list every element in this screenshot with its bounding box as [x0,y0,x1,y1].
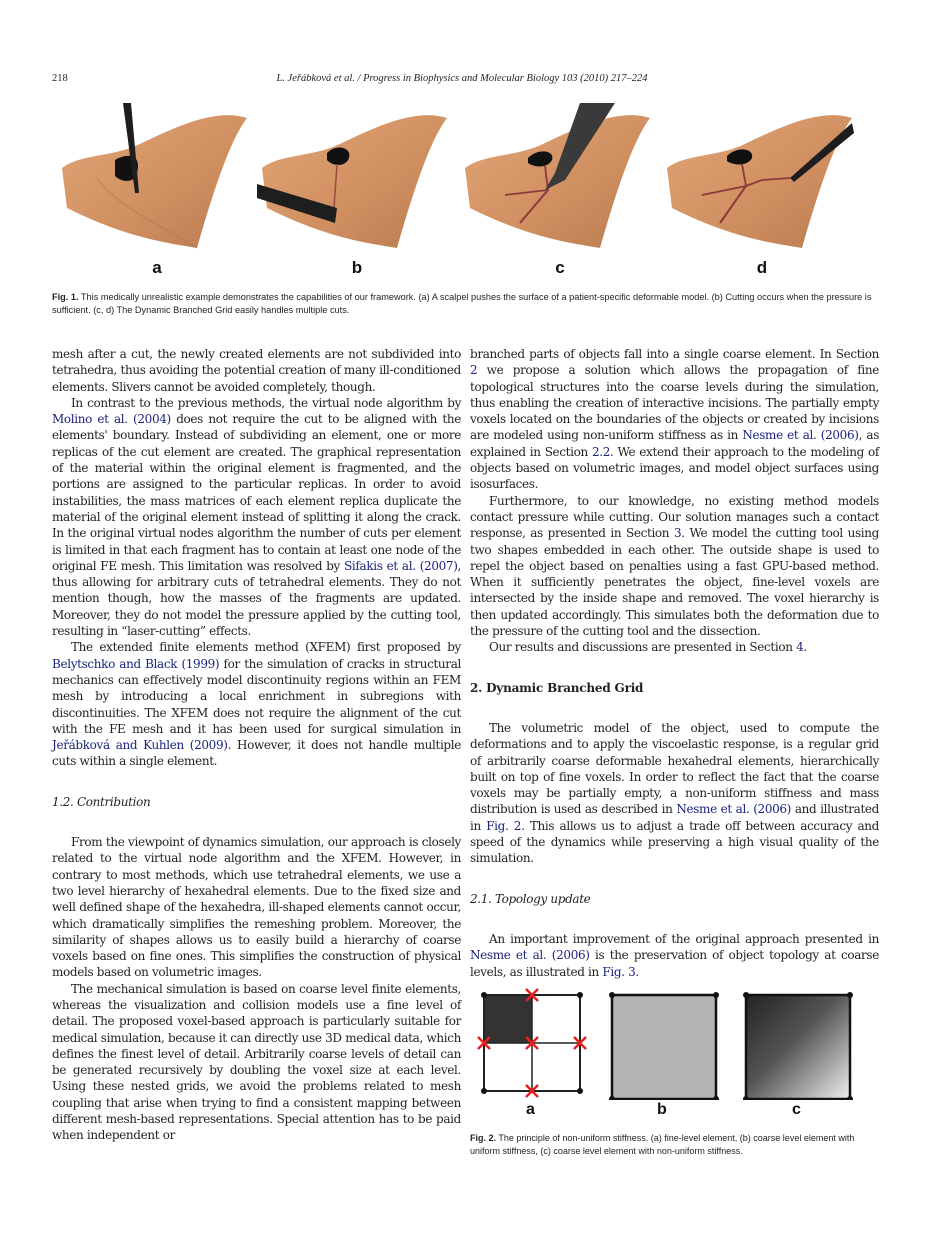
figure-link-2[interactable]: Fig. 2 [486,818,522,833]
figure-1-label-c: c [555,258,565,277]
paragraph [470,931,879,980]
figure-2-caption-label: Fig. 2. [470,1133,497,1143]
scalpel-pushing-surface-image [57,98,257,258]
text-run: . We extend their approach to the modeling of objects based on volumetric images, and model object surfaces using isosurfaces. [470,444,880,492]
uniform-stiffness-element [609,992,719,1100]
text-run: . [635,964,639,979]
figure-1-caption-label: Fig. 1. [52,292,79,302]
section-link-3[interactable]: 3 [673,526,682,541]
paragraph [52,639,461,769]
citation-link-nesme[interactable]: Nesme et al. (2006) [742,428,859,443]
paragraph [470,720,879,867]
running-head [52,73,872,87]
text-run: does not require the cut to be aligned with the elements' boundary. Instead of subdividing an element, one or more replicas of the cut element are created. The graphical representation of the material within the original element is fragmented, and the portions are assigned to the particular replicas. In order to avoid instabilities, the mass matrices of each element replica duplicate the material of the original element instead of splitting it along the crack. In the original virtual nodes algorithm the number of cuts per element is limited in that each fragment has to contain at least one node of the original FE mesh. This limitation was resolved by [52,412,461,573]
text-run: , thus allowing for arbitrary cuts of tetrahedral elements. They do not mention though, how the masses of the fragments are updated. Moreover, they do not model the pressure applied by the cutting tool, resulting in “laser-cutting” effects. [52,558,461,639]
subsection-title-topology-update: 2.1. Topology update [470,891,591,906]
paragraph: From the viewpoint of dynamics simulation, our approach is closely related to the virtual node algorithm and the XFEM. However, in contrary to most methods, which use tetrahedral elements, we use a two level hierarchy of hexahedral elements. Due to the fixed size and well defined shape of the hexahedra, ill-shaped elements cannot occur, which dramatically simplifies the remeshing problem. Moreover, the similarity of shapes allows us to easily build a hierarchy of coarse voxels based on fine ones. This simplifies the construction of physical models based on volumetric images. [52,835,461,980]
section-link-2-2[interactable]: 2.2 [591,444,610,459]
cutting-tool-image [257,98,457,258]
citation-link-molino[interactable]: Molino et al. (2004) [52,412,171,427]
citation-link-belytschko[interactable]: Belytschko and Black (1999) [52,656,220,671]
text-run: Furthermore, to our knowledge, no existing method models contact pressure while cutting. Our solution manages such a contact response, as presented in Section [470,493,879,541]
figure-2-label-a: a [526,1101,535,1118]
journal-citation: L. Jeřábková et al. / Progress in Biophysics and Molecular Biology 103 (2010) 217–224 [276,73,648,84]
text-run: . However, it does not handle multiple cuts within a single element. [52,738,462,769]
text-run: Our results and discussions are presented in Section [489,640,797,655]
figure-2-caption-text: The principle of non-uniform stiffness. (a) fine-level element, (b) coarse level element with uniform stiffness, (c) coarse level element with non-uniform stiffness. [470,1133,855,1156]
figure-1-caption [52,291,872,316]
text-run: The extended finite elements method (XFEM) first proposed by [71,640,461,655]
figure-2-diagram [470,985,870,1100]
figure-2 [470,985,870,1125]
text-run: for the simulation of cracks in structural mechanics can effectively model discontinuity regions within an FEM mesh by introducing a local enrichment in subregions with discontinuities. The XFEM does not require the alignment of the cut with the FE mesh and it has been used for surgical simulation in [52,656,461,736]
text-run: An important improvement of the original approach presented in [489,931,879,946]
citation-link-jerabkova[interactable]: Jeřábková and Kuhlen (2009) [52,738,228,753]
text-run: . This allows us to adjust a trade off between accuracy and speed of the dynamics while preserving a high visual quality of the simulation. [470,818,879,866]
section-link-2[interactable]: 2 [470,363,478,378]
paragraph [470,493,879,640]
text-run: branched parts of objects fall into a single coarse element. In Section [470,347,879,361]
figure-2-caption [470,1132,875,1157]
section-title-dynamic-branched-grid: 2. Dynamic Branched Grid [470,680,644,695]
fine-level-element [478,989,586,1097]
text-run: , as explained in Section [470,428,879,459]
paragraph: mesh after a cut, the newly created elements are not subdivided into tetrahedra, thus avoiding the potential creation of many ill-conditioned elements. Slivers cannot be avoided completely, though. [52,347,461,394]
paragraph [470,346,879,493]
figure-link-3[interactable]: Fig. 3 [602,964,636,979]
left-column [52,346,461,1144]
text-run: is the preservation of object topology at coarse levels, as illustrated in [470,948,879,979]
text-run: . We model the cutting tool using two shapes embedded in each other. The outside shape is used to repel the object based on penalties using a fast GPU-based method. When it sufficiently penetrates the object, fine-level voxels are intersected by the inside shape and removed. The voxel hierarchy is then updated accordingly. This simulates both the deformation due to the pressure of the cutting tool and the dissection. [470,526,879,639]
section-link-4[interactable]: 4 [796,640,804,655]
paragraph: The mechanical simulation is based on coarse level finite elements, whereas the visualization and collision models use a fine level of detail. The proposed voxel-based approach is particularly suitable for medical simulation, because it can directly use 3D medical data, which defines the finest level of detail. Arbitrarily coarse levels of detail can be generated recursively by doubling the voxel size at each level. Using these nested grids, we avoid the problems related to mesh coupling that arise when trying to find a consistent mapping between different mesh-based representations. Special attention has to be paid when independent or [52,981,461,1143]
figure-2-label-b: b [657,1101,667,1118]
figure-1-label-b: b [351,258,363,277]
text-run: In contrast to the previous methods, the virtual node algorithm by [71,395,461,410]
citation-link-sifakis[interactable]: Sifakis et al. (2007) [344,558,458,573]
figure-1-panel-b [257,98,457,280]
figure-1 [52,98,872,280]
text-run: we propose a solution which allows the propagation of fine topological structures into the coarse levels during the simulation, thus enabling the creation of interactive incisions. The partially empty voxels located on the boundaries of the objects or created by incisions are modeled using non-uniform stiffness as in [470,363,879,443]
figure-1-panel-d [662,98,862,280]
figure-1-panel-c [460,98,660,280]
figure-2-label-c: c [792,1101,801,1118]
subsection-title-contribution: 1.2. Contribution [52,794,151,809]
text-run: . [803,640,807,655]
figure-1-label-a: a [152,258,162,277]
text-run: The volumetric model of the object, used to compute the deformations and to apply the viscoelastic response, is a regular grid of arbitrarily coarse deformable hexahedral elements, hierarchically built on top of fine voxels. In order to reflect the fact that the coarse voxels may be partially empty, a non-uniform stiffness and mass distribution is used as described in [470,720,879,817]
non-uniform-stiffness-element [743,992,853,1100]
page-number: 218 [52,73,68,84]
figure-1-label-d: d [756,258,768,277]
citation-link-nesme[interactable]: Nesme et al. (2006) [470,948,590,963]
paragraph [470,639,879,655]
citation-link-nesme[interactable]: Nesme et al. (2006) [676,802,792,817]
text-run: and illustrated in [470,802,880,833]
multiple-cuts-image [662,98,862,258]
paragraph [52,395,461,639]
figure-1-panel-a [57,98,257,280]
figure-1-caption-text: This medically unrealistic example demonstrates the capabilities of our framework. (a) A scalpel pushes the surface of a patient-specific deformable model. (b) Cutting occurs when the pressure is sufficient. (c, d) The Dynamic Branched Grid easily handles multiple cuts. [52,292,872,315]
right-column [470,346,879,980]
branched-cut-image [460,98,660,258]
